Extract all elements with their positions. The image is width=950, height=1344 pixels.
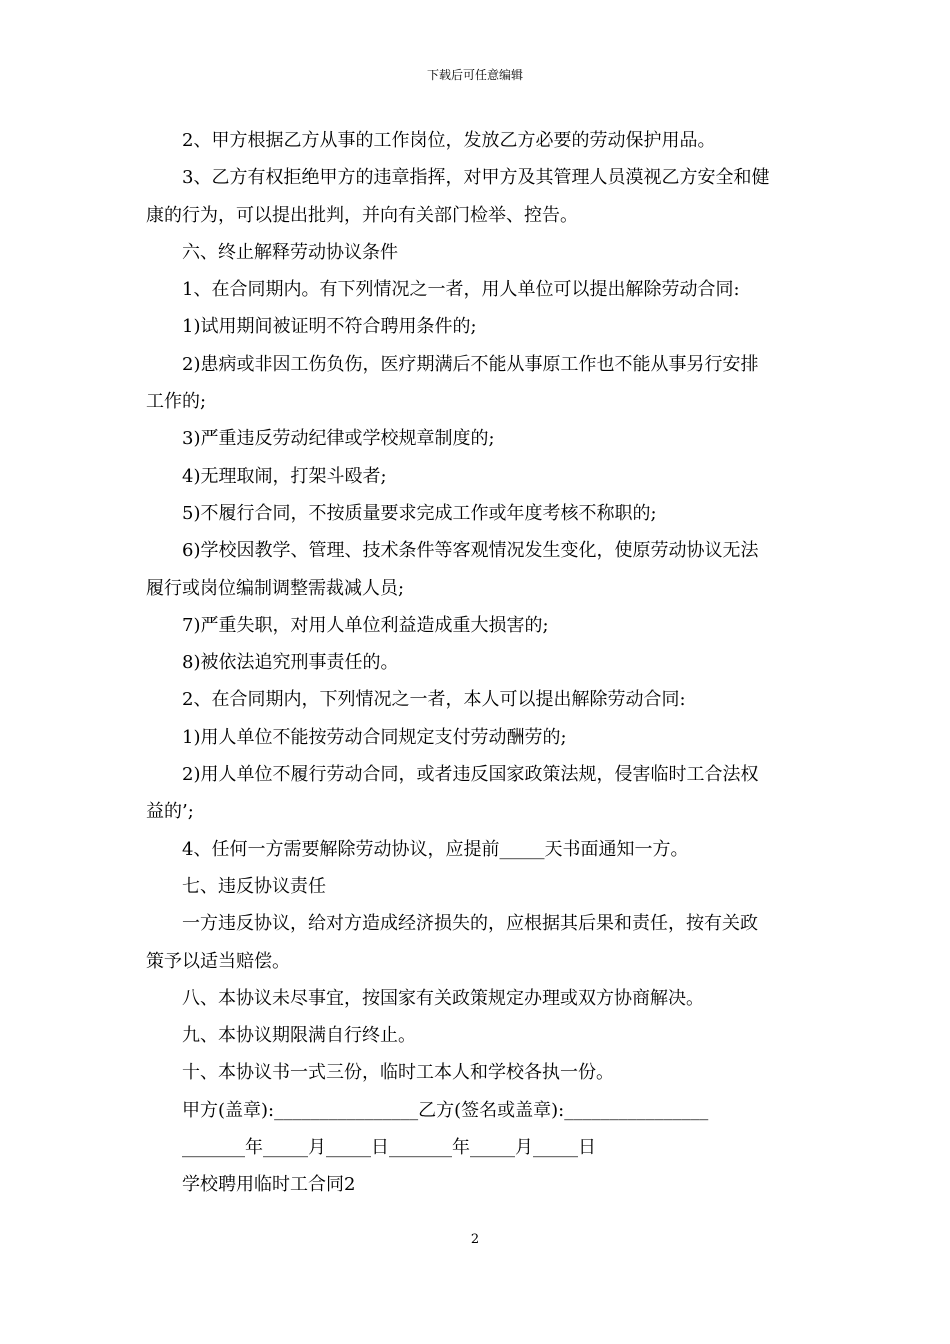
paragraph-continuation-line: 策予以适当赔偿。 <box>146 950 290 972</box>
paragraph-line: 1)试用期间被证明不符合聘用条件的; <box>182 316 477 338</box>
paragraph <box>146 271 810 308</box>
paragraph-continuation-line: 工作的; <box>146 391 207 413</box>
paragraph <box>146 420 810 457</box>
paragraph <box>146 1129 810 1166</box>
paragraph-continuation-line: 履行或岗位编制调整需裁减人员; <box>146 577 405 599</box>
paragraph-line: 2、在合同期内，下列情况之一者，本人可以提出解除劳动合同: <box>182 689 686 711</box>
page-number: 2 <box>470 1232 480 1247</box>
paragraph-line: 3、乙方有权拒绝甲方的违章指挥，对甲方及其管理人员漠视乙方安全和健 <box>182 167 770 189</box>
paragraph <box>146 644 810 681</box>
paragraph-line: 3)严重违反劳动纪律或学校规章制度的; <box>182 428 495 450</box>
paragraph-line: 2)用人单位不履行劳动合同，或者违反国家政策法规，侵害临时工合法权 <box>182 764 759 786</box>
paragraph <box>146 308 810 345</box>
paragraph <box>146 159 810 234</box>
paragraph-line: 六、终止解释劳动协议条件 <box>182 241 398 263</box>
paragraph-line: _______年_____月_____日_______年_____月_____日 <box>182 1137 596 1159</box>
paragraph-line: 8)被依法追究刑事责任的。 <box>182 652 399 674</box>
paragraph-line: 6)学校因教学、管理、技术条件等客观情况发生变化，使原劳动协议无法 <box>182 540 759 562</box>
paragraph <box>146 122 810 159</box>
paragraph-line: 1)用人单位不能按劳动合同规定支付劳动酬劳的; <box>182 726 567 748</box>
paragraph <box>146 495 810 532</box>
paragraph-line: 4)无理取闹，打架斗殴者; <box>182 465 387 487</box>
paragraph <box>146 1054 810 1091</box>
paragraph <box>146 532 810 607</box>
paragraph <box>146 868 810 905</box>
paragraph-line: 七、违反协议责任 <box>182 875 326 897</box>
paragraph <box>146 719 810 756</box>
page-header: 下载后可任意编辑 <box>426 68 523 82</box>
paragraph <box>146 831 810 868</box>
paragraph <box>146 607 810 644</box>
paragraph <box>146 346 810 421</box>
paragraph-line: 7)严重失职，对用人单位利益造成重大损害的; <box>182 614 549 636</box>
paragraph <box>146 980 810 1017</box>
paragraph-continuation-line: 康的行为，可以提出批判，并向有关部门检举、控告。 <box>146 204 578 226</box>
paragraph-line: 5)不履行合同，不按质量要求完成工作或年度考核不称职的; <box>182 502 657 524</box>
paragraph-line: 十、本协议书一式三份，临时工本人和学校各执一份。 <box>182 1062 614 1084</box>
paragraph <box>146 1017 810 1054</box>
paragraph-line: 2)患病或非因工伤负伤，医疗期满后不能从事原工作也不能从事另行安排 <box>182 353 759 375</box>
document-body <box>146 122 810 1204</box>
paragraph <box>146 234 810 271</box>
paragraph <box>146 756 810 831</box>
paragraph-line: 4、任何一方需要解除劳动协议，应提前_____天书面通知一方。 <box>182 838 689 860</box>
paragraph-line: 甲方(盖章):________________乙方(签名或盖章):________________ <box>182 1099 709 1121</box>
paragraph <box>146 1166 810 1203</box>
paragraph-line: 八、本协议未尽事宜，按国家有关政策规定办理或双方协商解决。 <box>182 987 704 1009</box>
paragraph-line: 2、甲方根据乙方从事的工作岗位，发放乙方必要的劳动保护用品。 <box>182 130 716 151</box>
paragraph-line: 九、本协议期限满自行终止。 <box>182 1025 416 1047</box>
paragraph <box>146 1092 810 1129</box>
paragraph-line: 学校聘用临时工合同2 <box>182 1174 356 1196</box>
paragraph-continuation-line: 益的’; <box>146 801 194 823</box>
paragraph <box>146 458 810 495</box>
paragraph <box>146 905 810 980</box>
paragraph-line: 1、在合同期内。有下列情况之一者，用人单位可以提出解除劳动合同: <box>182 279 740 301</box>
paragraph-line: 一方违反协议，给对方造成经济损失的，应根据其后果和责任，按有关政 <box>182 913 758 935</box>
paragraph <box>146 681 810 718</box>
